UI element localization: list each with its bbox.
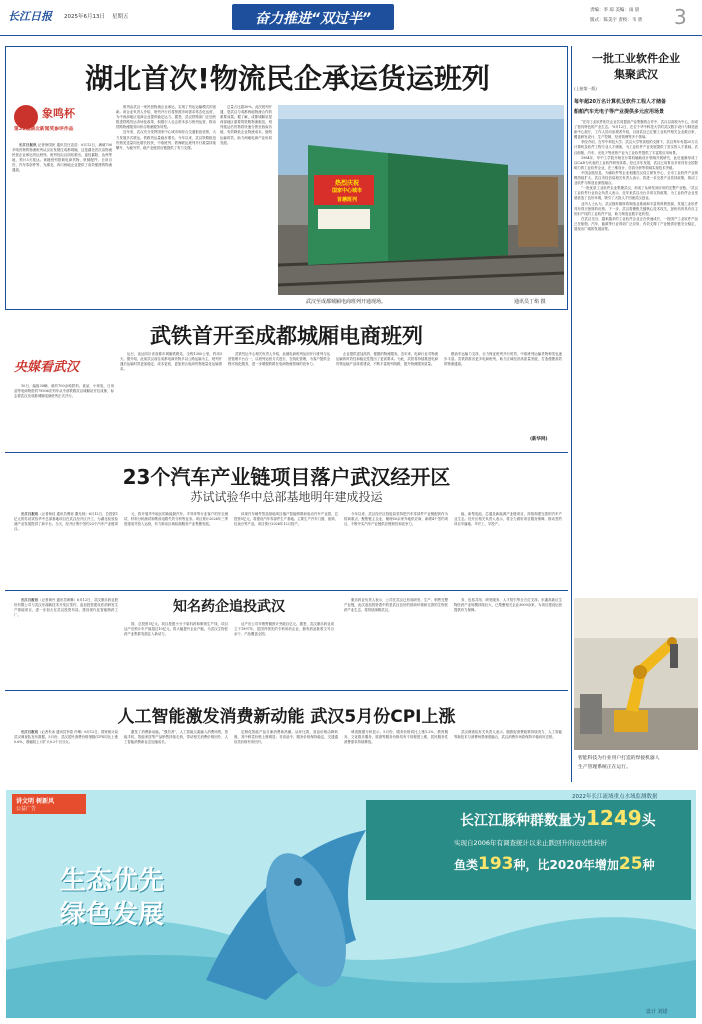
ad-line-1-number: 1249 bbox=[586, 806, 642, 830]
ad-line-2: 实现自2006年有调查统计以来止跌回升的历史性转折 bbox=[454, 839, 608, 847]
third-body-col-4: 今年以来，武汉经开区投促局坚持把汽车零部件产业链配套作为招商重点，聚焦链主企业，梳理50余家外地供应商，新增4个签约项目，不断夯实汽车产业链供应链韧性和竞争力。 bbox=[344, 512, 448, 527]
third-body-col-2: 元，将开展华中地区的新能源汽车、半导体等行业客户的安全测试、材料分析测试和集成电路失效分析等业务。项目预计2026年三季度建成并投入运营，有力推动区域检测服务产业集聚发展。 bbox=[124, 512, 228, 527]
train-board-line-2: 国家中心城市 bbox=[331, 188, 362, 194]
ad-line-3-prefix: 鱼类 bbox=[454, 858, 479, 872]
section-banner bbox=[232, 4, 394, 30]
lead-article bbox=[5, 46, 568, 310]
third-headline: 23个汽车产业链项目落户武汉经开区 bbox=[122, 465, 451, 489]
third-body-col-1: 长江日报讯（记者杨佳 通讯员傅裕 董光林）6月12日，总投资1亿元的苏试试验华中总部基地项目在武汉经开区开工，为湖北检验检测产业发展提供了新平台。当天，经开区集中签约23个汽车产业链项目。 bbox=[14, 512, 118, 532]
award-box bbox=[12, 103, 118, 135]
fifth-body-col-3: 定制化智能产品日渐消费新热潮。从环比看，食品价格由降转涨，其中鲜菜价格上涨明显；非食品中，服务价格保持稳定，交通通信类价格有所回升。 bbox=[234, 730, 338, 745]
fifth-headline: 人工智能激发消费新动能 武汉5月份CPI上涨 bbox=[117, 707, 456, 727]
lead-body-col-2: 班列由武汉一家民营物流企业承运，实现了货运运输模式的创新。该企业负责人介绍，班列开行后将按照市场需求常态化运营，为中西部地区电商企业提供稳定运力。据悉，武汉铁路部门正加快推进铁路货运市场化改革，积极引入社会资本参与班列运营，推动铁路物流服务向综合物流服务转型。 近年来，武汉充分发挥国家中心城市和综合交通枢纽优势，大力发展多式联运，铁路货运量稳步增长。今年以来，武汉铁路枢纽货物发送量同比增长较快，中欧班列、铁海联运班列开行数量持续攀升，为稳外贸、稳产业链供应链提供了有力支撑。 bbox=[116, 105, 216, 150]
fifth-body-col-1: 长江日报讯（记者朱冰 通讯员李春 许琳）6月12日，国家统计局武汉调查队发布数据，5月份，武汉居民消费价格指数(CPI)同比上涨0.6%，涨幅较上月扩大0.2个百分点。 bbox=[14, 730, 118, 745]
ad-line-3-mid: 种，比2020年增加 bbox=[513, 858, 619, 872]
ad-slogan-1: 生态优先 bbox=[60, 866, 165, 896]
fourth-top-rule bbox=[5, 590, 568, 591]
lead-headline: 湖北首次!物流民企承运货运班列 bbox=[85, 62, 490, 95]
second-credit: (新华网) bbox=[530, 437, 548, 442]
robot-arm-illustration bbox=[574, 598, 698, 750]
issue-date: 2025年6月13日 bbox=[64, 14, 105, 20]
second-body-col-4: 企业提供更加高效、便捷的物流服务。近年来，电商行业对物流运输的时效性和稳定性提出了更高要求。为此，武铁将持续推进电商货物运输产品体系建设，不断丰富班列线路，提升物流服务质量。 bbox=[336, 352, 438, 367]
sidebar bbox=[574, 46, 698, 782]
fourth-body-col-1: 长江日报讯（记者黄丹 通讯员黄琳）6月12日，武汉康乐药业股份有限公司与武汉东湖新技术开发区签约，追加投资建设医药研发生产基地项目，进一步加大在武汉投资布局，建设现代化智能制药工厂。 bbox=[14, 598, 118, 618]
ad-line-1-unit: 头 bbox=[641, 813, 656, 829]
editor-credit-1: 责编：李 琼 美编：雨 晨 bbox=[590, 8, 640, 13]
lead-body-col-1: 长江日报讯 记者徐国民 通讯员汪忠浩：6月12日，满载700多吨货物的物流班列从汉出发驶往成都城厢，这是湖北首次由物流民营企业承运货运班列。班列经由汉西站驶出，途经襄阳、达州等地，预计3天抵达。该趟班列搭载电商货物、机械配件、日用百货、汽车零部件等，为湖北、四川两地企业提供了高效便捷的物流通道。 bbox=[12, 143, 112, 173]
second-headline: 武铁首开至成都城厢电商班列 bbox=[150, 324, 423, 348]
ad-slogan-2: 绿色发展 bbox=[60, 900, 165, 930]
second-body-col-1: 10日，编组30辆、载有700余吨铁料、食品、小家电、日用品等电商物资的79506次列车从中部铁路武汉城厢站开往成都，标志着武汉至成都城厢电商班列正式开行。 bbox=[14, 384, 114, 399]
lead-byline: 长江日报讯 bbox=[19, 143, 37, 147]
lead-photo bbox=[278, 105, 564, 295]
award-caption: 第31届湖北新闻奖参评作品 bbox=[14, 127, 74, 132]
fourth-body-col-2: 园，总投资5亿元。项目投建小分子原料药和制剂生产线，项目达产后预计年产值超过10亿元，将大幅提升企业产能，为武汉生物医药产业集群发展注入新动力。 bbox=[124, 622, 228, 637]
sidebar-divider bbox=[571, 46, 572, 782]
fourth-body-col-4: 康乐药业负责人表示，公司在武汉已形成研发、生产、销售完整产业链，此次追加投资看中的是武汉良好的营商环境和完善的生物医药产业生态，将持续深耕武汉。 bbox=[344, 598, 448, 613]
newspaper-logo: 长江日报 bbox=[8, 10, 52, 23]
public-ad bbox=[6, 790, 696, 1018]
ad-badge-text-2: 公益广告 bbox=[16, 806, 37, 812]
ad-designer-credit: 设计 刘诺 bbox=[646, 1009, 668, 1015]
sidebar-photo-caption-1: 智能科技为行业用户打造的焊接机器人 bbox=[578, 756, 660, 761]
section-banner-title: 奋力推进“双过半” bbox=[254, 11, 372, 27]
fifth-body-col-5: 武汉调查队有关负责人表示，随着促消费政策持续发力，人工智能等新技术与消费场景深度融合，武汉消费市场将保持平稳向好态势。 bbox=[454, 730, 562, 740]
fifth-body-col-4: 调查数据分析显示，5月份，服务价格同比上涨1.2%，教育服务、文化娱乐服务、旅游等服务价格均有不同程度上涨，居民服务性消费需求持续释放。 bbox=[344, 730, 448, 745]
lead-body-col-3: 总量占比超30%。此次班列开通，是武汉与成都两地物流合作的重要成果。据了解，成都城厢站是西部地区重要的铁路物流枢纽，班列抵达后货物将快速分拨至西南各地，有效降低企业物流成本，缩短运输时效，助力两地电商产业协同发展。 bbox=[220, 105, 272, 145]
ad-year-tag: 2022年长江流域重点水域监测数据 bbox=[572, 794, 658, 800]
ad-line-3-number-2: 25 bbox=[618, 854, 643, 874]
sidebar-photo bbox=[574, 598, 698, 750]
award-logo-text: 象鸣杯 bbox=[42, 107, 75, 120]
fifth-body-col-2: 激发了消费新动能。“强员者”、人工智能元素融入消费场景，智能手机、智能家居等产品销售持续走俏，带动相关消费价格回升，人工智能消费新业态加速成长。 bbox=[124, 730, 228, 745]
sidebar-sub-2: 船舶汽车光电子等产业提供多元应用场景 bbox=[574, 109, 665, 115]
train-board-line-3: 首趟班列 bbox=[336, 197, 357, 203]
central-media-logo-text: 央媒看武汉 bbox=[14, 360, 80, 375]
train-board-line-1: 热烈庆祝 bbox=[334, 180, 359, 187]
ad-line-1 bbox=[460, 806, 656, 830]
fourth-body-col-5: 务，包括共用、研发服务、人才招引等全方位支持。东湖高新区生物医药产业规模持续壮大，已集聚相关企业3000余家，为项目建设运营提供有力保障。 bbox=[454, 598, 562, 613]
fifth-top-rule bbox=[5, 690, 568, 691]
third-body-col-3: 体现汽车硬件智造基地项目落户智能网联和电动汽车产业园，总投资5亿元，将建设汽车零部件生产基地。主要生产汽车门窗、座椅、仪表台等产品，项目预计2026年12月投产。 bbox=[234, 512, 338, 527]
third-subheadline: 苏试试验华中总部基地明年建成投运 bbox=[190, 490, 383, 504]
second-body-col-5: 燃油车运输力支持，全力保证班列开行时效，中欧班列运输货物种类也逐步丰富。武铁将推出更多电商班列，助力区域经济高质量发展，打造便捷高效的物流通道。 bbox=[444, 352, 562, 367]
sidebar-body: “在同工业软件相关企业共同提高产业集聚的合作中，武汉以高校为中心，形成了独具特色的产业生态。”6月12日，在位于华中科技大学的武汉数字设计与制造创新中心展厅，工作人员向参观者介绍，目前武汉已汇聚工业软件相关企业数百家，覆盖研发设计、生产控制、经营管理等多个领域。 李经介绍，在华中科技大学、武汉大学等高校的支撑下，武汉每年有超20万名计算机及软件工程专业人才储备，为工业软件产业发展提供了坚实的人才基础。武汉船舶、汽车、光电子等优势产业为工业软件提供了丰富的应用场景。 1984年，华中工学院开始在计算机辅助设计领域开展研究，此后逐渐形成了以CAD为代表的工业软件研发体系。经过多年发展，武汉已培育出多家具有全国影响力的工业软件企业，在三维设计、仿真分析等领域实现技术突破。 中国金航信息、天喻软件等企业相继在汉设立研发中心，全市工业软件产业规模持续扩大。武汉市经信局相关负责人表示，将进一步完善产业扶持政策，推动工业软件与制造业深度融合。 “一批优质工业软件企业集聚武汉，形成了从研发到应用的完整产业链。”武汉工业软件行业协会负责人表示，近年来武汉出台多项支持政策，为工业软件企业发展营造了良好环境，吸引了大批人才回流武汉创业。 业内人士认为，武汉拥有雄厚的制造业基础和丰富的科教资源，发展工业软件具有得天独厚的优势。下一步，武汉将聚焦关键核心技术攻关，加快培育具有自主知识产权的工业软件产品，助力制造业数字化转型。 在武汉光谷，越来越多的工业软件企业正在快速成长，一批国产工业软件产品已在船舶、汽车、能源等行业得到广泛应用，有效支撑了产业链供应链安全稳定，展现出广阔的发展前景。 bbox=[574, 120, 698, 231]
lead-photo-credit: 通讯员丁焰 摄 bbox=[514, 299, 546, 305]
second-body-col-2: 运行，直达四川省成都市城厢铁路站，全程1300公里，约用3天。据介绍，此前武汉前往成都电商货物多以公路运输为主，班列开通后运输时效更加稳定，成本更低，更加契合电商货物批量化运输需求。 bbox=[120, 352, 222, 372]
central-media-logo bbox=[14, 350, 104, 380]
editor-credit-2: 版式：陈美宇 责校：韦 欣 bbox=[590, 18, 643, 23]
ad-line-3-unit: 种 bbox=[642, 858, 655, 872]
sidebar-photo-caption-2: 生产管理系统正在运行。 bbox=[578, 765, 631, 770]
third-top-rule bbox=[5, 452, 568, 453]
fourth-headline: 知名药企追投武汉 bbox=[173, 599, 285, 615]
lead-photo-caption: 武汉至成都城厢电商班列开通现场。 bbox=[306, 299, 387, 305]
third-body-col-5: 能、新型电池、芯通及新能源产业链项目，持续构建完善的汽车产业生态。经开区相关负责人表示，将全力做好项目服务保障，推动签约项目早落地、早开工、早投产。 bbox=[454, 512, 562, 527]
sidebar-headline-2: 集聚武汉 bbox=[614, 68, 658, 81]
masthead bbox=[0, 0, 702, 36]
fourth-body-col-3: 达产后公司年销售额预计突破百亿元。据悉，武汉康乐药业成立于1997年，是国内领先的专科用药企业，拥有药品批准文号百余个，产品覆盖全国。 bbox=[234, 622, 334, 637]
issue-weekday: 星期五 bbox=[112, 14, 129, 20]
ad-line-3-number: 193 bbox=[478, 854, 514, 874]
ad-line-3 bbox=[454, 854, 655, 874]
second-body-col-3: 武铁货运中心相关负责人介绍，此趟电商班列运用开行班列与运营管理平台合一，以班列运营方式进行，在线化管理，为客户提供全程可视化服务，进一步增强铁路在电商物流领域的竞争力。 bbox=[228, 352, 330, 367]
ad-line-1-prefix: 长江江豚种群数量为 bbox=[460, 813, 586, 829]
ad-badge-text: 讲文明 树新风 bbox=[16, 798, 55, 805]
sidebar-sub-1: 每年超20万名计算机及软件工程人才储备 bbox=[574, 99, 666, 105]
sidebar-source: (上接第一版) bbox=[574, 86, 598, 91]
sidebar-headline-1: 一批工业软件企业 bbox=[592, 52, 680, 65]
page-number: 3 bbox=[674, 5, 687, 29]
